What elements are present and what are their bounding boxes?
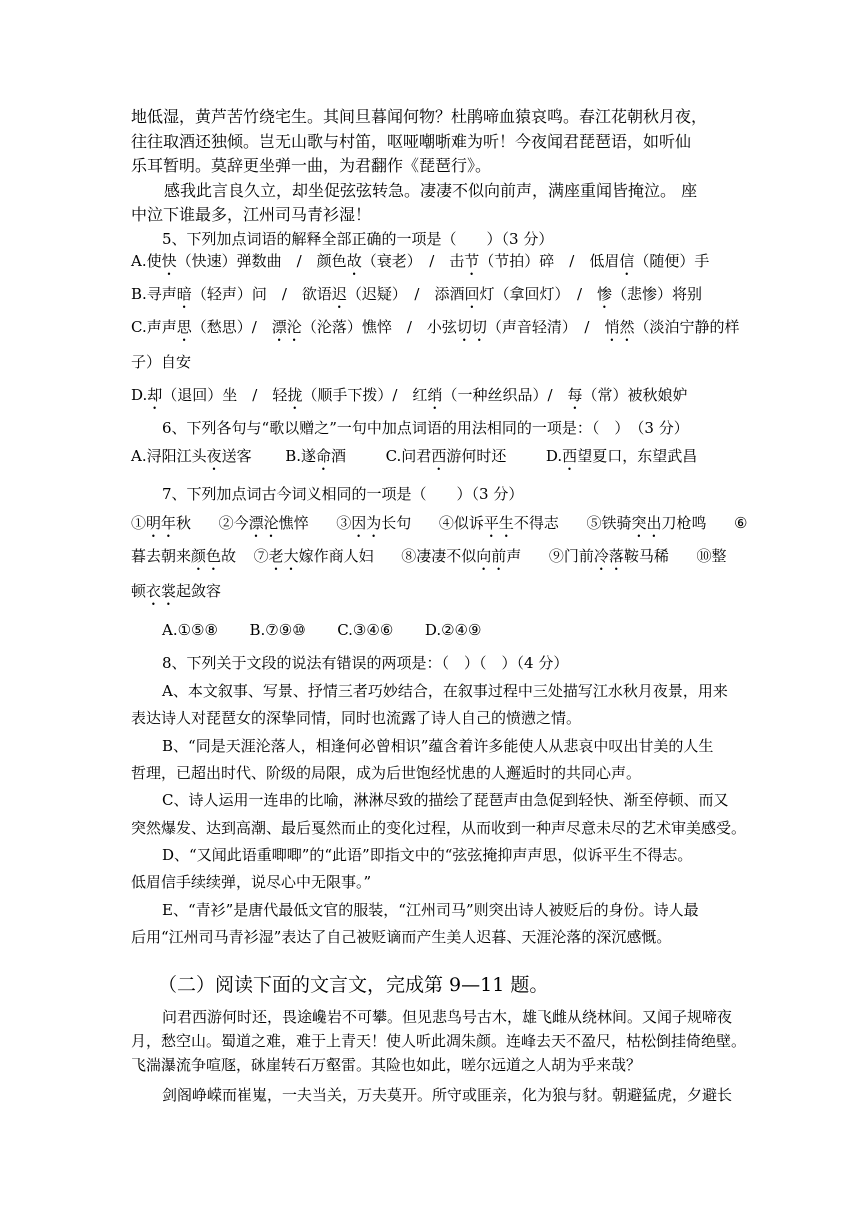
q8-line: 突然爆发、达到高潮、最后戛然而止的变化过程，从而收到一种声尽意未尽的艺术审美感受。 [131, 819, 747, 837]
text: 嫁作商人妇 [298, 547, 374, 565]
dotted-word: 颜色 [191, 547, 222, 565]
text: （退回）坐 / 轻 [162, 386, 288, 404]
q7-answers [162, 619, 481, 641]
dotted-word: 冷落 [593, 547, 624, 565]
q7-line-2 [131, 545, 726, 574]
dotted-word: 拢 [287, 386, 303, 404]
q8-line: E、“青衫”是唐代最低文官的服装，“江州司马”则突出诗人被贬后的身份。诗人最 [162, 901, 699, 919]
dotted-word: 老大 [268, 547, 299, 565]
q5-option-b [131, 283, 702, 312]
text: ⑥ [734, 514, 748, 532]
dotted-word: 因为 [351, 514, 382, 532]
text: （悲惨）将别 [612, 285, 703, 303]
passage-line: 问君西游何时还，畏途巉岩不可攀。但见悲鸟号古木，雄飞雌从绕林间。又闻子规啼夜 [162, 1008, 733, 1026]
text: B.遂 [285, 447, 316, 465]
q8-line: 表达诗人对琵琶女的深挚同情，同时也流露了诗人自己的愤懑之情。 [131, 709, 582, 727]
q5-option-d [131, 384, 688, 413]
q8-line: C、诗人运用一连串的比喻，淋淋尽致的描绘了琵琶声由急促到轻快、渐至停顿、而又 [162, 791, 729, 809]
text: （节拍）碎 / 低眉 [479, 252, 620, 270]
text: （淡泊宁静的样 [634, 318, 740, 336]
q8-line: 低眉信手续续弹，说尽心中无限事。” [131, 873, 372, 891]
dotted-word: 切切 [456, 318, 487, 336]
dotted-word: 却 [147, 386, 163, 404]
text: 故 [221, 547, 237, 565]
dotted-word: 漂沦 [248, 514, 279, 532]
text: C.问君 [385, 447, 432, 465]
passage-line: 月，愁空山。蜀道之难，难于上青天！使人听此凋朱颜。连峰去天不盈尺，枯松倒挂倚绝壁。 [131, 1032, 747, 1050]
text: （随便）手 [634, 252, 710, 270]
text: 酒 [331, 447, 347, 465]
text: 长句 [381, 514, 412, 532]
dotted-word: 每 [567, 386, 583, 404]
text: （愁思）/ [191, 318, 272, 336]
q8-line: A、本文叙事、写景、抒情三者巧妙结合，在叙事过程中三处描写江水秋月夜景，用来 [162, 682, 728, 700]
poem-line: 地低湿，黄芦苦竹绕宅生。其间旦暮闻何物？杜鹃啼血猿哀鸣。春江花朝秋月夜， [131, 107, 708, 126]
q8-line: D、“又闻此语重唧唧”的“此语”即指文中的“弦弦掩抑声声思，似诉平生不得志。 [162, 846, 693, 864]
q5-option-c-cont: 子）自安 [131, 353, 192, 371]
question-5-stem: 5、下列加点词语的解释全部正确的一项是（ ）（3 分） [162, 230, 554, 248]
dotted-word: 命 [316, 447, 332, 465]
poem-line: 往往取酒还独倾。岂无山歌与村笛，呕哑嘲哳难为听！今夜闻君琵琶语，如听仙 [131, 132, 692, 151]
text: （快速）弹数曲 / 颜色 [176, 252, 347, 270]
text: 灯（拿回灯） / [479, 285, 598, 303]
dotted-word: 向前 [476, 547, 507, 565]
text: A.使 [131, 252, 162, 270]
dotted-word: 突出 [631, 514, 662, 532]
text: （顺手下拨）/ 红 [302, 386, 428, 404]
text: A.浔阳江头 [131, 447, 207, 465]
text: ① [131, 514, 147, 532]
answer-option: B.⑦⑨⑩ [249, 621, 306, 639]
text: 顿 [131, 582, 147, 600]
text: ⑩整 [696, 547, 727, 565]
text: 送客 [221, 447, 252, 465]
dotted-word: 夜 [206, 447, 222, 465]
dotted-word: 衣裳 [146, 582, 177, 600]
q5-option-a [131, 250, 709, 279]
text: ⑧凄凄不似 [401, 547, 477, 565]
answer-option: C.③④⑥ [337, 621, 394, 639]
text: ⑦ [253, 547, 269, 565]
q8-line: 后用“江州司马青衫湿”表达了自己被贬谪而产生美人迟暮、天涯沦落的深沉感慨。 [131, 928, 672, 946]
text: （衰老） / 击 [361, 252, 465, 270]
dotted-word: 绡 [427, 386, 443, 404]
text: 鞍马稀 [623, 547, 669, 565]
q7-line-3 [131, 580, 221, 609]
text: 声 [506, 547, 522, 565]
text: C.声声 [131, 318, 177, 336]
text: 不得志 [513, 514, 559, 532]
text: D. [545, 447, 563, 465]
q6-options [131, 445, 697, 474]
dotted-word: 迟 [331, 285, 347, 303]
dotted-word: 故 [346, 252, 362, 270]
text: 暮去朝来 [131, 547, 192, 565]
dotted-word: 漂沦 [271, 318, 302, 336]
text: 望夏口，东望武昌 [577, 447, 698, 465]
text: ③ [336, 514, 352, 532]
text: 秋 [176, 514, 192, 532]
text: （声音轻清） / [486, 318, 605, 336]
text: ④似诉 [438, 514, 484, 532]
dotted-word: 节 [464, 252, 480, 270]
dotted-word: 西 [431, 447, 447, 465]
dotted-word: 回 [464, 285, 480, 303]
question-8-stem: 8、下列关于文段的说法有错误的两项是：（ ）（ ）（4 分） [162, 654, 569, 672]
text: （迟疑） / 添酒 [346, 285, 465, 303]
dotted-word: 明年 [146, 514, 177, 532]
text: 起敛容 [176, 582, 222, 600]
text: （沦落）憔悴 / 小弦 [301, 318, 457, 336]
q8-line: 哲理，已超出时代、阶级的局限，成为后世饱经忧患的人邂逅时的共同心声。 [131, 764, 642, 782]
text: 游何时还 [446, 447, 507, 465]
passage-line: 剑阁峥嵘而崔嵬，一夫当关，万夫莫开。所守或匪亲，化为狼与豺。朝避猛虎，夕避长 [162, 1086, 733, 1104]
text: （一种丝织品）/ [442, 386, 568, 404]
text: ②今 [218, 514, 249, 532]
text: ⑨门前 [548, 547, 594, 565]
text: 刀枪鸣 [661, 514, 707, 532]
dotted-word: 平生 [483, 514, 514, 532]
dotted-word: 悄然 [604, 318, 635, 336]
answer-option: A.①⑤⑧ [162, 621, 218, 639]
dotted-word: 思 [176, 318, 192, 336]
question-6-stem: 6、下列各句与“歌以赠之”一句中加点词语的用法相同的一项是：（ ） （3 分） [162, 419, 689, 437]
dotted-word: 快 [161, 252, 177, 270]
dotted-word: 西 [562, 447, 578, 465]
question-7-stem: 7、下列加点词古今词义相同的一项是（ ）（3 分） [162, 485, 524, 503]
poem-line: 中泣下谁最多，江州司马青衫湿！ [131, 205, 372, 224]
dotted-word: 信 [619, 252, 635, 270]
q8-line: B、“同是天涯沦落人，相逢何必曾相识”蕴含着许多能使人从悲哀中叹出甘美的人生 [162, 737, 714, 755]
section-title: （二）阅读下面的文言文，完成第 9—11 题。 [158, 974, 549, 996]
q5-option-c [131, 316, 739, 345]
poem-line: 乐耳暂明。莫辞更坐弹一曲，为君翻作《琵琶行》。 [131, 156, 492, 175]
poem-line: 感我此言良久立，却坐促弦弦转急。凄凄不似向前声，满座重闻皆掩泣。 座 [164, 181, 698, 200]
text: （常）被秋娘妒 [582, 386, 688, 404]
text: D. [131, 386, 148, 404]
text: B.寻声 [131, 285, 177, 303]
q7-line-1 [131, 512, 748, 541]
text: 憔悴 [278, 514, 309, 532]
dotted-word: 惨 [597, 285, 613, 303]
dotted-word: 暗 [176, 285, 192, 303]
answer-option: D.②④⑨ [424, 621, 482, 639]
text: ⑤铁骑 [586, 514, 632, 532]
passage-line: 飞湍瀑流争喧豗，砯崖转石万壑雷。其险也如此，嗟尔远道之人胡为乎来哉？ [131, 1056, 642, 1074]
text: （轻声）问 / 欲语 [191, 285, 332, 303]
